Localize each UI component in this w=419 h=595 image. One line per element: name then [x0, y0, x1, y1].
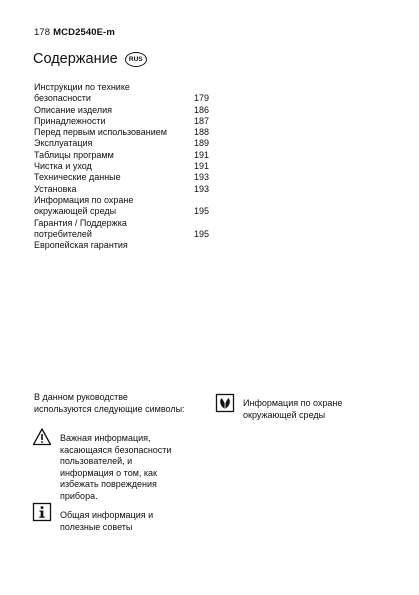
toc-entry-line: безопасности — [34, 93, 91, 104]
toc-entry-line: Инструкции по технике — [34, 82, 130, 92]
symbols-intro-line: используются следующие символы: — [34, 403, 185, 414]
toc-entry-line: Перед первым использованием — [34, 127, 167, 138]
warning-text — [60, 433, 171, 502]
toc-entry-line: Принадлежности — [34, 115, 106, 126]
toc-entry-title — [34, 82, 130, 105]
toc-entry-line: Установка — [34, 183, 77, 194]
page-number: 178 — [34, 27, 51, 38]
model-name: MCD2540E-m — [53, 27, 115, 38]
toc-entry — [34, 161, 209, 172]
toc-entry-line: Чистка и уход — [34, 161, 92, 172]
page-title: Содержание — [33, 51, 118, 67]
toc-entry — [34, 82, 209, 105]
symbol-environment — [215, 393, 342, 421]
table-of-contents — [34, 82, 209, 251]
symbol-info — [32, 502, 153, 533]
symbol-text-line: информация о том, как — [60, 467, 157, 478]
toc-entry-title — [34, 116, 106, 127]
toc-page-number — [187, 240, 209, 251]
toc-entry-title — [34, 172, 121, 183]
toc-entry — [34, 172, 209, 183]
symbol-text-line: Важная информация, — [60, 433, 151, 443]
toc-page-number: 189 — [193, 138, 209, 149]
toc-entry-title — [34, 218, 127, 241]
symbol-text-line: полезные советы — [60, 521, 133, 532]
toc-entry-title — [34, 127, 167, 138]
symbol-text-line: окружающей среды — [243, 409, 326, 420]
toc-page-number: 191 — [193, 161, 209, 172]
toc-entry-title — [34, 184, 77, 195]
language-badge: RUS — [125, 52, 147, 67]
toc-entry-line: потребителей — [34, 228, 92, 239]
toc-entry-title — [34, 150, 114, 161]
symbol-text-line: Общая информация и — [60, 510, 154, 520]
toc-page-number: 186 — [193, 104, 209, 115]
toc-entry-line: окружающей среды — [34, 206, 117, 217]
toc-entry-title — [34, 161, 92, 172]
toc-entry — [34, 184, 209, 195]
symbol-text-line: избежать повреждения — [60, 479, 157, 489]
toc-entry — [34, 150, 209, 161]
toc-page-number: 195 — [193, 206, 209, 217]
toc-page-number: 195 — [193, 228, 209, 239]
toc-page-number: 191 — [193, 149, 209, 160]
toc-entry — [34, 218, 209, 241]
toc-entry-title — [34, 105, 112, 116]
environment-text — [243, 398, 342, 421]
symbols-intro — [34, 392, 209, 415]
toc-entry — [34, 240, 209, 251]
symbol-text-line: Информация по охране — [243, 398, 343, 408]
toc-entry-line: Эксплуатация — [34, 138, 93, 149]
toc-entry-line: Технические данные — [34, 172, 121, 183]
toc-page-number: 193 — [193, 172, 209, 183]
symbols-intro-line: В данном руководстве — [34, 392, 128, 402]
info-icon — [32, 502, 52, 522]
toc-entry-line: Информация по охране — [34, 194, 134, 205]
page-header — [34, 27, 115, 38]
toc-page-number: 187 — [193, 115, 209, 126]
toc-entry-title — [34, 240, 128, 251]
toc-entry-line: Таблицы программ — [34, 149, 114, 160]
toc-entry — [34, 195, 209, 218]
symbol-warning — [32, 427, 171, 502]
toc-entry-line: Описание изделия — [34, 104, 112, 115]
toc-entry-line: Гарантия / Поддержка — [34, 217, 127, 228]
toc-page-number: 188 — [193, 127, 209, 138]
toc-entry-title — [34, 138, 92, 149]
symbol-text-line: касающаяся безопасности — [60, 444, 172, 455]
toc-entry — [34, 138, 209, 149]
toc-page-number: 179 — [193, 93, 209, 104]
toc-entry-title — [34, 195, 133, 218]
warning-triangle-icon — [32, 427, 52, 447]
environment-leaf-icon — [215, 393, 235, 413]
symbol-text-line: пользователей, и — [60, 456, 133, 466]
symbol-text-line: прибора. — [60, 490, 98, 501]
title-row — [33, 51, 147, 67]
toc-page-number: 193 — [193, 183, 209, 194]
info-text — [60, 510, 153, 533]
toc-entry — [34, 105, 209, 116]
toc-entry — [34, 127, 209, 138]
toc-entry — [34, 116, 209, 127]
toc-entry-line: Европейская гарантия — [34, 240, 128, 251]
